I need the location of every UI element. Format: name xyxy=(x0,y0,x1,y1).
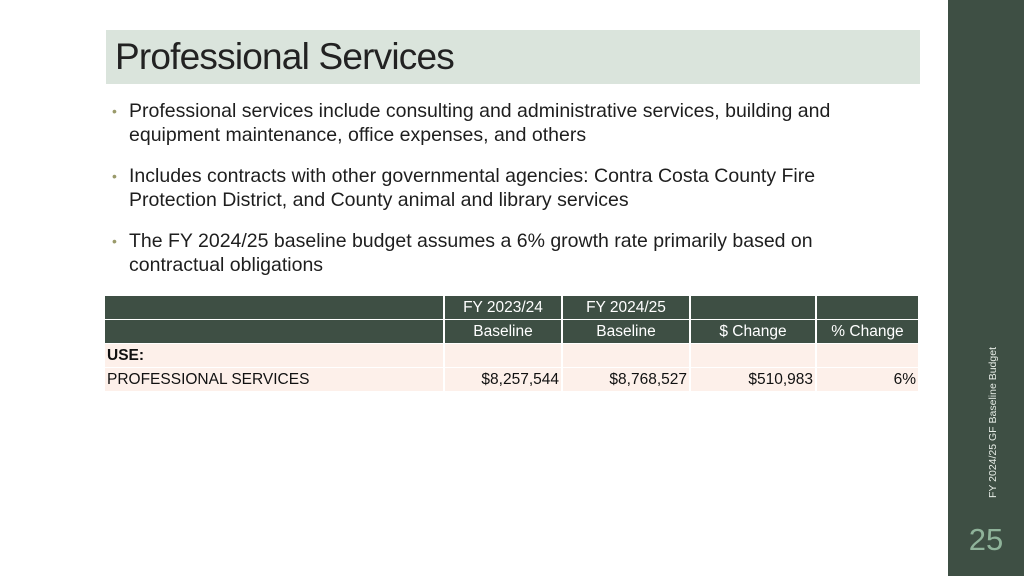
table-section-row xyxy=(105,344,919,368)
bullet-item xyxy=(112,229,832,277)
empty-cell xyxy=(816,344,919,368)
page-number: 25 xyxy=(968,522,1004,557)
section-label: USE: xyxy=(105,344,444,368)
bullet-item xyxy=(112,99,832,147)
right-sidebar xyxy=(948,0,1024,576)
header-cell: % Change xyxy=(816,320,919,344)
header-cell: Baseline xyxy=(444,320,562,344)
bullet-marker: • xyxy=(112,103,117,119)
percent-change-value: 6% xyxy=(816,368,919,392)
bullet-list xyxy=(112,99,832,294)
dollar-change-value: $510,983 xyxy=(690,368,816,392)
empty-cell xyxy=(562,344,690,368)
bullet-text: Professional services include consulting and administrative services, building and equipment maintenance, office expenses, and others xyxy=(129,100,831,146)
slide-title: Professional Services xyxy=(115,36,454,77)
empty-cell xyxy=(690,344,816,368)
budget-table xyxy=(105,296,920,392)
header-cell xyxy=(105,320,444,344)
header-cell xyxy=(105,296,444,320)
fy2324-value: $8,257,544 xyxy=(444,368,562,392)
table-row xyxy=(105,368,919,392)
header-cell: Baseline xyxy=(562,320,690,344)
bullet-item xyxy=(112,164,832,212)
title-band xyxy=(106,30,920,84)
header-cell xyxy=(816,296,919,320)
bullet-marker: • xyxy=(112,168,117,184)
row-label: PROFESSIONAL SERVICES xyxy=(105,368,444,392)
header-cell: FY 2024/25 xyxy=(562,296,690,320)
table-header-row xyxy=(105,320,919,344)
bullet-marker: • xyxy=(112,233,117,249)
fy2425-value: $8,768,527 xyxy=(562,368,690,392)
empty-cell xyxy=(444,344,562,368)
table-header-row xyxy=(105,296,919,320)
bullet-text: The FY 2024/25 baseline budget assumes a 6% growth rate primarily based on contractual obligations xyxy=(129,230,813,276)
sidebar-caption: FY 2024/25 GF Baseline Budget xyxy=(987,347,999,498)
header-cell: $ Change xyxy=(690,320,816,344)
header-cell: FY 2023/24 xyxy=(444,296,562,320)
header-cell xyxy=(690,296,816,320)
bullet-text: Includes contracts with other governmental agencies: Contra Costa County Fire Protection District, and County animal and library services xyxy=(129,165,816,211)
